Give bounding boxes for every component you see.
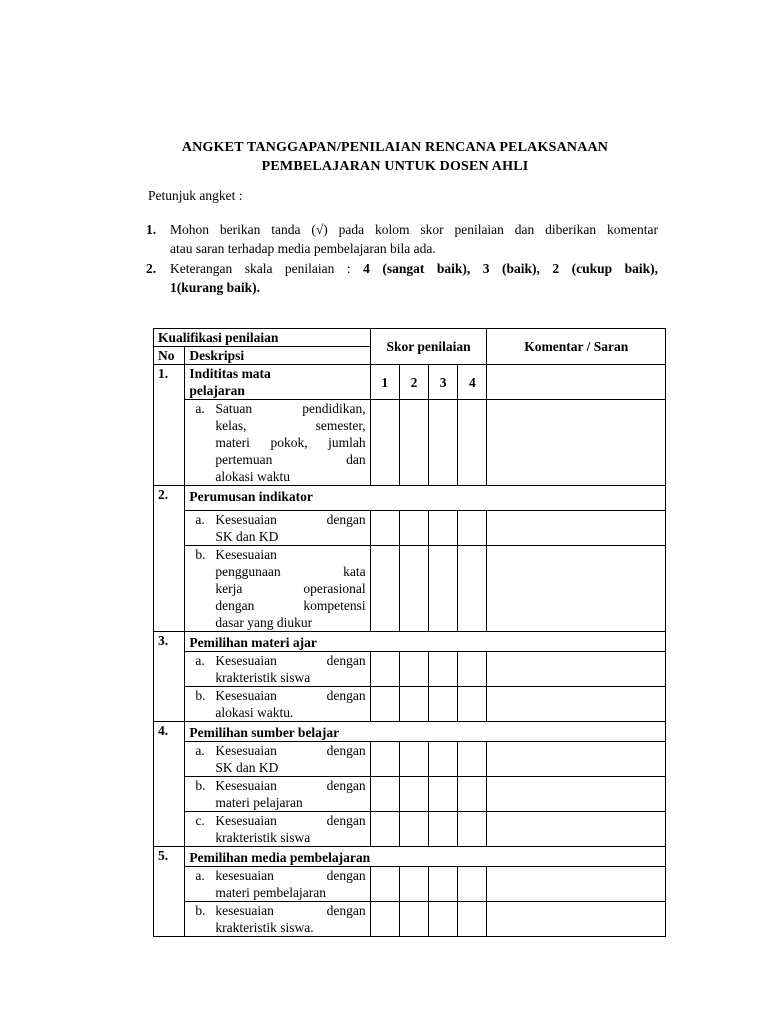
item-text-line: SK dan KD (215, 760, 279, 775)
item-description (185, 511, 370, 546)
score-cell[interactable] (429, 511, 458, 546)
item-letter: a. (195, 401, 205, 416)
score-cell[interactable] (370, 812, 399, 847)
score-cell[interactable] (399, 867, 428, 902)
instruction-text-line-2: atau saran terhadap media pembelajaran bila ada. (170, 241, 436, 256)
score-cell[interactable] (370, 777, 399, 812)
header-komentar: Komentar / Saran (487, 329, 666, 365)
instruction-number: 1. (146, 222, 157, 237)
score-cell[interactable] (399, 812, 428, 847)
instruction-number: 2. (146, 261, 157, 276)
score-cell[interactable] (399, 652, 428, 687)
item-letter: b. (195, 778, 206, 793)
section-title: Pemilihan media pembelajaran (185, 847, 666, 867)
item-text-line: kesesuaian dengan (215, 868, 366, 883)
scale-bold-2: 1(kurang baik). (170, 280, 261, 295)
section-number: 1. (154, 365, 185, 486)
section-title: Perumusan indikator (185, 486, 666, 511)
item-text-line: Kesesuaian dengan (215, 743, 366, 758)
score-cell[interactable] (458, 777, 487, 812)
item-row (154, 777, 666, 812)
item-letter: a. (195, 868, 205, 883)
item-row (154, 742, 666, 777)
comment-cell[interactable] (487, 777, 666, 812)
score-cell[interactable] (370, 652, 399, 687)
comment-cell[interactable] (487, 652, 666, 687)
item-text-line: dasar yang diukur (215, 615, 313, 630)
score-cell[interactable] (370, 546, 399, 632)
item-row (154, 902, 666, 937)
comment-cell[interactable] (487, 812, 666, 847)
score-cell[interactable] (370, 687, 399, 722)
header-kualifikasi: Kualifikasi penilaian (154, 329, 371, 347)
header-deskripsi: Deskripsi (185, 347, 370, 365)
section-row (154, 722, 666, 742)
item-text-line: Kesesuaian dengan (215, 653, 366, 668)
item-letter: c. (195, 813, 205, 828)
item-description (185, 812, 370, 847)
section-row (154, 847, 666, 867)
item-text-line: materi pembelajaran (215, 885, 326, 900)
comment-cell[interactable] (487, 742, 666, 777)
item-text-line: krakteristik siswa (215, 830, 311, 845)
section-title: Pemilihan materi ajar (185, 632, 666, 652)
item-letter: b. (195, 547, 206, 562)
comment-cell[interactable] (487, 867, 666, 902)
item-text-line: alokasi waktu (215, 469, 291, 484)
item-row (154, 546, 666, 632)
comment-cell[interactable] (487, 546, 666, 632)
score-label: 1 (370, 365, 399, 400)
item-letter: a. (195, 653, 205, 668)
item-letter: a. (195, 512, 205, 527)
section-title (185, 365, 370, 400)
item-description (185, 546, 370, 632)
scale-bold-1: 4 (sangat baik), 3 (baik), 2 (cukup baik), (363, 261, 658, 276)
item-text-line: dengan kompetensi (215, 598, 366, 613)
item-row (154, 867, 666, 902)
score-cell[interactable] (399, 902, 428, 937)
score-cell[interactable] (458, 812, 487, 847)
section-row (154, 365, 666, 400)
item-description (185, 742, 370, 777)
item-text-line: Kesesuaian (215, 547, 277, 562)
score-cell[interactable] (429, 546, 458, 632)
item-text-line: materi pokok, jumlah (215, 435, 366, 450)
section-row (154, 486, 666, 511)
score-cell[interactable] (429, 687, 458, 722)
title-line-2: PEMBELAJARAN UNTUK DOSEN AHLI (261, 159, 529, 174)
score-cell[interactable] (370, 867, 399, 902)
section-number: 4. (154, 722, 185, 847)
section-row (154, 632, 666, 652)
score-cell[interactable] (370, 742, 399, 777)
score-cell[interactable] (458, 511, 487, 546)
section-title-line: Indititas mata (189, 366, 271, 381)
score-cell[interactable] (370, 400, 399, 486)
item-text-line: kerja operasional (215, 581, 366, 596)
item-text-line: penggunaan kata (215, 564, 366, 579)
item-letter: b. (195, 903, 206, 918)
item-text-line: krakteristik siswa (215, 670, 311, 685)
score-cell[interactable] (429, 777, 458, 812)
item-description (185, 902, 370, 937)
item-description (185, 400, 370, 486)
score-cell[interactable] (458, 400, 487, 486)
score-cell[interactable] (458, 742, 487, 777)
comment-cell[interactable] (487, 902, 666, 937)
score-cell[interactable] (370, 902, 399, 937)
item-description (185, 652, 370, 687)
comment-cell[interactable] (487, 687, 666, 722)
section-title-line: pelajaran (189, 383, 245, 398)
item-letter: b. (195, 688, 206, 703)
item-text-line: SK dan KD (215, 529, 279, 544)
item-description (185, 867, 370, 902)
header-no: No (154, 347, 185, 365)
score-cell[interactable] (429, 652, 458, 687)
score-cell[interactable] (370, 511, 399, 546)
instruction-prefix: Keterangan skala penilaian : (170, 261, 364, 276)
section-number: 3. (154, 632, 185, 722)
item-text-line: materi pelajaran (215, 795, 303, 810)
title-line-1: ANGKET TANGGAPAN/PENILAIAN RENCANA PELAKSANAAN (181, 140, 609, 155)
item-row (154, 511, 666, 546)
item-letter: a. (195, 743, 205, 758)
score-cell[interactable] (399, 742, 428, 777)
score-label: 2 (399, 365, 428, 400)
item-text-line: Kesesuaian dengan (215, 813, 366, 828)
item-text-line: krakteristik siswa. (215, 920, 314, 935)
header-skor: Skor penilaian (370, 329, 487, 365)
page-title (150, 138, 640, 176)
score-cell[interactable] (399, 777, 428, 812)
item-text-line: kelas, semester, (215, 418, 366, 433)
score-cell[interactable] (429, 812, 458, 847)
item-text-line: alokasi waktu. (215, 705, 294, 720)
score-cell[interactable] (458, 902, 487, 937)
section-title: Pemilihan sumber belajar (185, 722, 666, 742)
section-number: 5. (154, 847, 185, 937)
score-cell[interactable] (399, 546, 428, 632)
comment-cell[interactable] (487, 365, 666, 400)
score-cell[interactable] (429, 902, 458, 937)
score-cell[interactable] (429, 742, 458, 777)
score-cell[interactable] (429, 867, 458, 902)
score-cell[interactable] (399, 400, 428, 486)
item-text-line: Kesesuaian dengan (215, 512, 366, 527)
score-cell[interactable] (458, 546, 487, 632)
item-text-line: kesesuaian dengan (215, 903, 366, 918)
comment-cell[interactable] (487, 400, 666, 486)
score-cell[interactable] (429, 400, 458, 486)
item-text-line: pertemuan dan (215, 452, 366, 467)
item-text-line: Satuan pendidikan, (215, 401, 366, 416)
item-row (154, 687, 666, 722)
item-description (185, 777, 370, 812)
section-number: 2. (154, 486, 185, 632)
assessment-table (153, 328, 666, 937)
comment-cell[interactable] (487, 511, 666, 546)
item-text-line: Kesesuaian dengan (215, 778, 366, 793)
item-row (154, 652, 666, 687)
item-row (154, 400, 666, 486)
instruction-text-line-1: Mohon berikan tanda (√) pada kolom skor penilaian dan diberikan komentar (170, 222, 658, 237)
score-cell[interactable] (458, 652, 487, 687)
instruction-2 (146, 259, 658, 297)
score-cell[interactable] (458, 687, 487, 722)
score-cell[interactable] (458, 867, 487, 902)
score-cell[interactable] (399, 511, 428, 546)
score-label: 4 (458, 365, 487, 400)
score-cell[interactable] (399, 687, 428, 722)
instruction-1 (146, 220, 658, 258)
item-row (154, 812, 666, 847)
item-description (185, 687, 370, 722)
item-text-line: Kesesuaian dengan (215, 688, 366, 703)
petunjuk-label: Petunjuk angket : (148, 188, 243, 203)
score-label: 3 (429, 365, 458, 400)
